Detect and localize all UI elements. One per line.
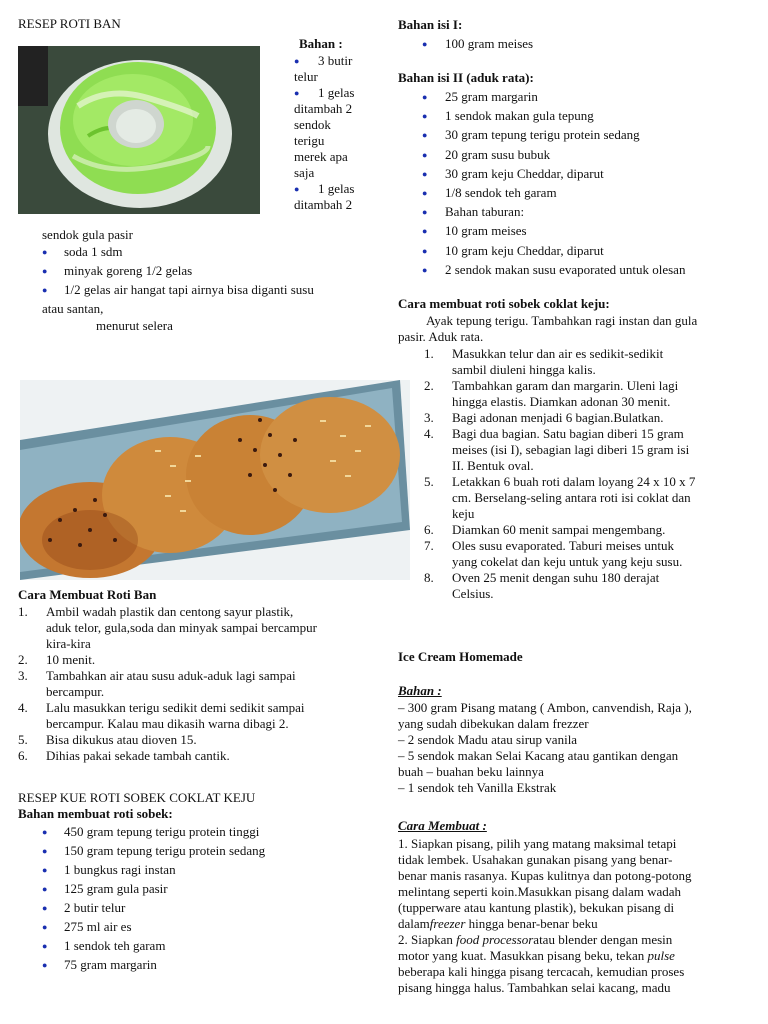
bahan-more-3: 1/2 gelas air hangat tapi airnya bisa diganti susu <box>64 282 314 297</box>
ice-cara-line: pisang hingga halus. Tambahkan selai kacang, madu <box>398 980 671 995</box>
ice-text: 2. Siapkan <box>398 932 457 947</box>
ice-cara-heading: Cara Membuat : <box>398 818 487 833</box>
step-number: 4. <box>18 700 28 715</box>
recipe-title-roti-sobek: RESEP KUE ROTI SOBEK COKLAT KEJU <box>18 790 256 805</box>
list-item <box>294 53 374 85</box>
bahan-sobek-item: 1 sendok teh garam <box>64 938 166 953</box>
bahan-item-2e: merek apa <box>294 149 348 164</box>
step-line: II. Bentuk oval. <box>452 458 534 473</box>
cara-roti-sobek-steps <box>424 346 764 602</box>
bullet: ● <box>422 264 428 275</box>
step-line: Bagi dua bagian. Satu bagian diberi 15 gram <box>452 426 684 441</box>
bahan-continuation: sendok gula pasir <box>42 227 133 242</box>
step-number: 2. <box>424 378 434 393</box>
bahan-sobek-item: 450 gram tepung terigu protein tinggi <box>64 824 260 839</box>
step <box>18 700 378 732</box>
ice-cream-title: Ice Cream Homemade <box>398 649 523 664</box>
bahan-item-1a: 3 butir <box>318 53 353 68</box>
bahan-more-1: soda 1 sdm <box>64 244 123 259</box>
bullet: ● <box>42 922 48 932</box>
cara-roti-sobek-heading: Cara membuat roti sobek coklat keju: <box>398 296 610 311</box>
ice-cara-line: (tupperware atau kantung plastik), bekukan pisang di <box>398 900 675 915</box>
ice-bahan-line: – 300 gram Pisang matang ( Ambon, canvendish, Raja ), <box>398 700 692 715</box>
step-line: Masukkan telur dan air es sedikit-sedikit <box>452 346 664 361</box>
step-line: Bagi adonan menjadi 6 bagian.Bulatkan. <box>452 410 664 425</box>
ice-text-italic: pulse <box>647 948 675 963</box>
list-item <box>294 181 374 213</box>
step <box>424 378 764 410</box>
list-item <box>422 185 762 204</box>
step-line: hingga elastis. Diamkan adonan 30 menit. <box>452 394 671 409</box>
list-item <box>42 957 372 976</box>
bullet: ● <box>42 960 48 970</box>
step <box>18 604 378 652</box>
step-line: Oven 25 menit dengan suhu 180 derajat <box>452 570 660 585</box>
bahan-item-1b: telur <box>294 69 318 84</box>
step-line: kira-kira <box>46 636 91 651</box>
bahan-isi-1-heading: Bahan isi I: <box>398 17 463 32</box>
step-number: 1. <box>18 604 28 619</box>
isi1-item: 100 gram meises <box>445 36 534 51</box>
step-number: 5. <box>424 474 434 489</box>
bullet: ● <box>294 184 300 194</box>
ice-text: atau blender dengan mesin <box>533 932 673 947</box>
bullet: ● <box>422 92 428 102</box>
step-number: 6. <box>18 748 28 763</box>
bahan-roti-sobek-heading: Bahan membuat roti sobek: <box>18 806 173 821</box>
list-item <box>42 881 372 900</box>
ice-cara-line <box>398 916 760 932</box>
ice-bahan-line: – 2 sendok Madu atau sirup vanila <box>398 732 578 747</box>
ice-cara-line: benar manis rasanya. Kupas kulitnya dan potong-potong <box>398 868 692 883</box>
list-item <box>422 89 762 108</box>
bullet: ● <box>294 56 300 66</box>
step-line: Tambahkan air atau susu aduk-aduk lagi sampai <box>46 668 296 683</box>
list-item <box>42 938 372 957</box>
cara-roti-ban-heading: Cara Membuat Roti Ban <box>18 587 157 602</box>
bahan-isi-2-list <box>422 89 762 281</box>
bullet: ● <box>422 226 428 237</box>
step <box>424 410 764 426</box>
step-line: aduk telor, gula,soda dan minyak sampai bercampur <box>46 620 317 635</box>
bullet: ● <box>422 149 428 160</box>
list-item <box>422 262 762 281</box>
isi2-item: 25 gram margarin <box>445 89 538 104</box>
step <box>424 522 764 538</box>
bahan-isi-2-heading: Bahan isi II (aduk rata): <box>398 70 534 85</box>
bahan-tail-1: atau santan, <box>42 301 104 316</box>
ice-cara-line: tidak lembek. Usahakan gunakan pisang yang benar- <box>398 852 673 867</box>
ice-bahan-line: yang sudah dibekukan dalam frezzer <box>398 716 589 731</box>
bullet: ● <box>422 111 428 122</box>
ice-bahan-line: – 1 sendok teh Vanilla Ekstrak <box>398 780 557 795</box>
step-line: Celsius. <box>452 586 494 601</box>
bahan-item-2a: 1 gelas <box>318 85 355 100</box>
bahan-roti-sobek-list <box>42 824 372 976</box>
step-line: Diamkan 60 menit sampai mengembang. <box>452 522 666 537</box>
list-item <box>42 282 372 299</box>
isi2-item: 10 gram meises <box>445 223 527 239</box>
bahan-tail-2: menurut selera <box>96 318 173 333</box>
step-line: Dihias pakai sekade tambah cantik. <box>46 748 230 763</box>
bullet: ● <box>42 266 48 276</box>
step-number: 2. <box>18 652 28 667</box>
bahan-isi-1-list <box>422 36 752 55</box>
step <box>424 538 764 570</box>
ice-cara-line <box>398 932 760 948</box>
step-line: bercampur. Kalau mau dikasih warna dibagi 2. <box>46 716 289 731</box>
step-line: cm. Berselang-seling antara roti isi coklat dan <box>452 490 691 505</box>
step-number: 3. <box>424 410 434 425</box>
isi2-item: 2 sendok makan susu evaporated untuk olesan <box>445 261 686 277</box>
list-item <box>42 843 372 862</box>
step-line: Bisa dikukus atau dioven 15. <box>46 732 197 747</box>
bullet: ● <box>42 827 48 837</box>
bahan-item-2b: ditambah 2 <box>294 101 353 116</box>
bullet: ● <box>42 247 48 257</box>
bahan-heading: Bahan : <box>299 36 343 51</box>
step-line: Tambahkan garam dan margarin. Uleni lagi <box>452 378 679 393</box>
bahan-more-list <box>42 244 372 299</box>
step-number: 8. <box>424 570 434 585</box>
isi2-item: 10 gram keju Cheddar, diparut <box>445 242 604 258</box>
bullet: ● <box>294 88 300 98</box>
photo-bread-loaf <box>20 380 410 580</box>
step <box>18 748 378 764</box>
step-line: Ambil wadah plastik dan centong sayur plastik, <box>46 604 294 619</box>
bahan-sobek-item: 275 ml air es <box>64 919 132 934</box>
step <box>18 732 378 748</box>
bahan-list-narrow <box>294 53 374 213</box>
isi2-item: 1/8 sendok teh garam <box>445 184 557 200</box>
step <box>18 668 378 700</box>
list-item <box>294 85 374 181</box>
bullet: ● <box>422 207 428 218</box>
cara-roti-sobek-intro-1: Ayak tepung terigu. Tambahkan ragi instan dan gula <box>426 313 698 328</box>
ice-cara-line <box>398 948 760 964</box>
step-line: bercampur. <box>46 684 105 699</box>
bahan-sobek-item: 125 gram gula pasir <box>64 881 168 896</box>
isi2-item: Bahan taburan: <box>445 204 525 220</box>
recipe-title-roti-ban: RESEP ROTI BAN <box>18 16 121 31</box>
bullet: ● <box>422 168 428 179</box>
list-item <box>422 243 762 262</box>
step-number: 1. <box>424 346 434 361</box>
list-item <box>42 900 372 919</box>
bahan-sobek-item: 150 gram tepung terigu protein sedang <box>64 843 266 858</box>
bullet: ● <box>422 39 428 49</box>
bahan-item-3b: ditambah 2 <box>294 197 353 212</box>
isi2-item: 30 gram keju Cheddar, diparut <box>445 165 604 181</box>
list-item <box>42 862 372 881</box>
bullet: ● <box>42 285 48 295</box>
list-item <box>42 244 372 263</box>
list-item <box>422 36 752 55</box>
step-line: keju <box>452 506 475 521</box>
ice-cara-line: melintang seperti koin.Masukkan pisang dalam wadah <box>398 884 682 899</box>
bahan-more-2: minyak goreng 1/2 gelas <box>64 263 193 278</box>
bullet: ● <box>422 130 428 141</box>
step-number: 7. <box>424 538 434 553</box>
ice-text-italic: food processor <box>456 932 534 947</box>
step-number: 5. <box>18 732 28 747</box>
step <box>424 346 764 378</box>
ice-bahan-lines <box>398 700 758 796</box>
bullet: ● <box>42 884 48 894</box>
bullet: ● <box>42 846 48 856</box>
bullet: ● <box>42 865 48 875</box>
step-line: Lalu masukkan terigu sedikit demi sedikit sampai <box>46 700 305 715</box>
bullet: ● <box>42 941 48 951</box>
ice-text: motor yang kuat. Masukkan pisang beku, tekan <box>398 948 648 963</box>
step-line: sambil diuleni hingga kalis. <box>452 362 596 377</box>
list-item <box>422 223 762 242</box>
ice-text: dalam <box>398 916 430 931</box>
ice-cara-lines <box>398 836 760 996</box>
list-item <box>422 204 762 223</box>
step <box>18 652 378 668</box>
isi2-item: 30 gram tepung terigu protein sedang <box>445 127 640 143</box>
list-item <box>422 166 762 185</box>
bahan-item-2f: saja <box>294 165 315 180</box>
step-line: Letakkan 6 buah roti dalam loyang 24 x 10 x 7 <box>452 474 696 489</box>
bullet: ● <box>42 903 48 913</box>
bahan-item-3a: 1 gelas <box>318 181 355 196</box>
bahan-sobek-item: 2 butir telur <box>64 900 126 915</box>
ice-cara-line: 1. Siapkan pisang, pilih yang matang maksimal tetapi <box>398 836 677 851</box>
list-item <box>42 824 372 843</box>
step-number: 4. <box>424 426 434 441</box>
isi2-item: 1 sendok makan gula tepung <box>445 108 594 124</box>
ice-text-italic: freezer <box>429 916 466 931</box>
step <box>424 570 764 602</box>
ice-bahan-line: buah – buahan beku lainnya <box>398 764 544 779</box>
photo-ring-cake <box>18 46 260 214</box>
list-item <box>422 108 762 127</box>
cara-roti-sobek-intro-2: pasir. Aduk rata. <box>398 329 484 344</box>
ice-cara-line: beberapa kali hingga pisang tercacah, kemudian proses <box>398 964 685 979</box>
step-line: 10 menit. <box>46 652 96 667</box>
list-item <box>42 263 372 282</box>
list-item <box>42 919 372 938</box>
cara-roti-ban-steps <box>18 604 378 764</box>
step-number: 6. <box>424 522 434 537</box>
step-number: 3. <box>18 668 28 683</box>
isi2-item: 20 gram susu bubuk <box>445 146 551 162</box>
step-line: meises (isi I), sebagian lagi diberi 15 gram isi <box>452 442 690 457</box>
bahan-item-2d: terigu <box>294 133 325 148</box>
step-line: Oles susu evaporated. Taburi meises untuk <box>452 538 674 553</box>
list-item <box>422 147 762 166</box>
bullet: ● <box>422 245 428 256</box>
ice-bahan-line: – 5 sendok makan Selai Kacang atau gantikan dengan <box>398 748 679 763</box>
bahan-sobek-item: 75 gram margarin <box>64 957 157 972</box>
bahan-sobek-item: 1 bungkus ragi instan <box>64 862 176 877</box>
bahan-item-2c: sendok <box>294 117 331 132</box>
step <box>424 426 764 474</box>
bullet: ● <box>422 187 428 198</box>
ice-text: hingga benar-benar beku <box>465 916 598 931</box>
step <box>424 474 764 522</box>
list-item <box>422 127 762 146</box>
ice-bahan-heading: Bahan : <box>398 683 442 698</box>
step-line: yang cokelat dan keju untuk yang keju susu. <box>452 554 683 569</box>
